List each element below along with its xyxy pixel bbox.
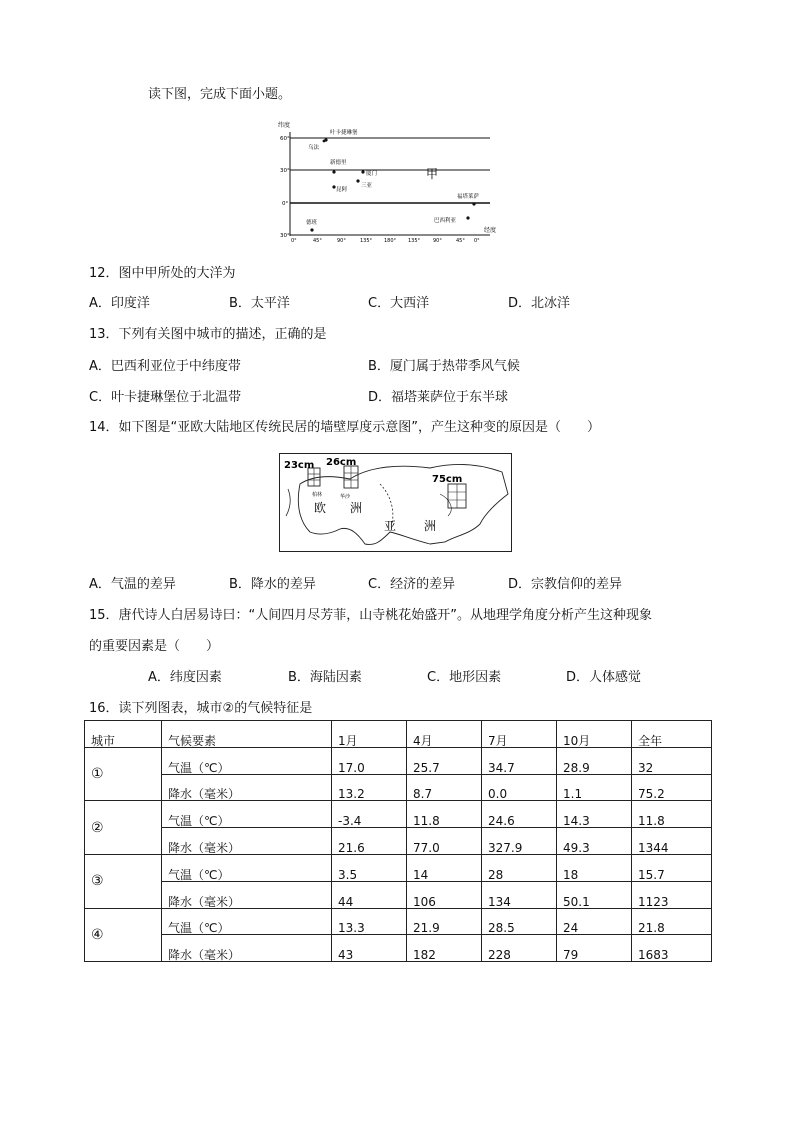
table-row [85, 854, 712, 881]
x-tick: 45° [313, 238, 322, 244]
wall-label: 23cm [284, 460, 315, 471]
table-row [85, 881, 712, 908]
table-cell: 228 [482, 935, 557, 962]
table-cell: 13.3 [332, 908, 407, 935]
table-cell: 降水（毫米） [162, 828, 332, 855]
table-cell: 降水（毫米） [162, 881, 332, 908]
table-cell: 气温（℃） [162, 801, 332, 828]
city-label: 乌法 [308, 145, 320, 151]
continent-label: 洲 [350, 501, 363, 515]
table-cell: 14 [407, 854, 482, 881]
table-cell: 24.6 [482, 801, 557, 828]
q14-option-b[interactable]: B．降水的差异 [229, 577, 316, 592]
city-label: 昆阿 [336, 187, 348, 193]
table-cell: 18 [557, 854, 632, 881]
table-row [85, 801, 712, 828]
city-label: 三亚 [361, 183, 373, 189]
table-cell: 24 [557, 908, 632, 935]
city-cell: ② [85, 801, 162, 855]
ocean-mark: 甲 [426, 167, 439, 181]
city-cell: ④ [85, 908, 162, 962]
q15-option-d[interactable]: D．人体感觉 [566, 670, 642, 685]
city-dot [323, 140, 326, 143]
table-cell: 11.8 [407, 801, 482, 828]
table-cell: 17.0 [332, 747, 407, 774]
table-cell: 1.1 [557, 774, 632, 801]
q12-option-c[interactable]: C．大西洋 [368, 296, 430, 311]
x-axis-label: 经度 [484, 227, 497, 234]
table-cell: 降水（毫米） [162, 935, 332, 962]
city-label: 德班 [306, 220, 318, 226]
city-label: 新德里 [330, 160, 347, 166]
x-tick: 0° [291, 238, 297, 244]
q12-option-a[interactable]: A．印度洋 [89, 296, 150, 311]
table-cell: 182 [407, 935, 482, 962]
x-tick: 45° [456, 238, 465, 244]
table-cell: 13.2 [332, 774, 407, 801]
table-cell: 106 [407, 881, 482, 908]
table-cell: 1123 [632, 881, 712, 908]
city-label: 厦门 [366, 171, 378, 177]
q12-stem: 12．图中甲所处的大洋为 [89, 266, 236, 281]
q14-option-c[interactable]: C．经济的差异 [368, 577, 456, 592]
table-cell: -3.4 [332, 801, 407, 828]
y-tick: 30° [280, 233, 290, 239]
table-cell: 34.7 [482, 747, 557, 774]
table-cell: 降水（毫米） [162, 774, 332, 801]
table-cell: 25.7 [407, 747, 482, 774]
table-cell: 11.8 [632, 801, 712, 828]
city-cell: ③ [85, 854, 162, 908]
table-row [85, 747, 712, 774]
table-cell: 32 [632, 747, 712, 774]
table-cell: 77.0 [407, 828, 482, 855]
table-cell: 21.6 [332, 828, 407, 855]
header-cell: 4月 [407, 721, 482, 748]
intro-text: 读下图，完成下面小题。 [148, 87, 292, 102]
table-row [85, 908, 712, 935]
x-tick: 90° [433, 238, 442, 244]
y-tick: 30° [280, 168, 290, 174]
q13-option-d[interactable]: D．福塔莱萨位于东半球 [368, 390, 509, 405]
q15-option-b[interactable]: B．海陆因素 [288, 670, 362, 685]
table-cell: 8.7 [407, 774, 482, 801]
table-cell: 21.8 [632, 908, 712, 935]
table-cell: 气温（℃） [162, 908, 332, 935]
q13-option-a[interactable]: A．巴西利亚位于中纬度带 [89, 359, 241, 374]
q15-option-a[interactable]: A．纬度因素 [148, 670, 222, 685]
q13-stem: 13．下列有关图中城市的描述，正确的是 [89, 327, 327, 342]
x-tick: 90° [337, 238, 346, 244]
continent-label: 欧 [314, 501, 327, 515]
table-cell: 28 [482, 854, 557, 881]
header-cell: 城市 [85, 721, 162, 748]
city-dot [472, 202, 475, 205]
climate-table [84, 720, 712, 962]
table-cell: 44 [332, 881, 407, 908]
table-cell: 28.9 [557, 747, 632, 774]
table-cell: 134 [482, 881, 557, 908]
table-cell: 50.1 [557, 881, 632, 908]
table-cell: 1344 [632, 828, 712, 855]
q15-stem-line1: 15．唐代诗人白居易诗曰：“人间四月尽芳菲，山寺桃花始盛开”。从地理学角度分析产生这种现象 [89, 608, 653, 623]
wall-label: 75cm [432, 474, 463, 485]
city-dot [356, 179, 359, 182]
city-dot [332, 170, 335, 173]
header-cell: 10月 [557, 721, 632, 748]
x-tick: 135° [360, 238, 373, 244]
table-cell: 75.2 [632, 774, 712, 801]
q14-option-a[interactable]: A．气温的差异 [89, 577, 176, 592]
q14-stem: 14．如下图是“亚欧大陆地区传统民居的墙壁厚度示意图”，产生这种变的原因是（ ） [89, 420, 601, 435]
table-row [85, 828, 712, 855]
table-header-row [85, 721, 712, 748]
city-dot [466, 216, 469, 219]
q13-option-b[interactable]: B．厦门属于热带季风气候 [368, 359, 520, 374]
table-cell: 28.5 [482, 908, 557, 935]
city-label: 叶卡捷琳堡 [330, 130, 358, 136]
y-tick: 60° [280, 136, 290, 142]
header-cell: 全年 [632, 721, 712, 748]
q15-option-c[interactable]: C．地形因素 [427, 670, 502, 685]
lat-long-map [278, 118, 506, 244]
table-cell: 21.9 [407, 908, 482, 935]
x-tick: 180° [384, 238, 397, 244]
wall-label: 26cm [326, 457, 357, 468]
header-cell: 气候要素 [162, 721, 332, 748]
header-cell: 7月 [482, 721, 557, 748]
table-row [85, 774, 712, 801]
y-axis-label: 纬度 [278, 122, 291, 129]
q16-stem: 16．读下列图表，城市②的气候特征是 [89, 701, 313, 716]
city-dot [361, 170, 364, 173]
table-cell: 0.0 [482, 774, 557, 801]
q12-option-b[interactable]: B．太平洋 [229, 296, 290, 311]
continent-label: 洲 [424, 519, 437, 533]
small-place-label: 华沙 [340, 494, 351, 500]
y-tick: 0° [282, 201, 289, 207]
table-cell: 气温（℃） [162, 854, 332, 881]
q13-option-c[interactable]: C．叶卡捷琳堡位于北温带 [89, 390, 242, 405]
table-cell: 14.3 [557, 801, 632, 828]
header-cell: 1月 [332, 721, 407, 748]
city-label: 福塔莱萨 [457, 194, 480, 200]
small-place-label: 柏林 [312, 492, 323, 498]
table-cell: 气温（℃） [162, 747, 332, 774]
x-tick: 135° [408, 238, 421, 244]
table-row [85, 935, 712, 962]
table-cell: 1683 [632, 935, 712, 962]
city-cell: ① [85, 747, 162, 801]
table-cell: 49.3 [557, 828, 632, 855]
table-cell: 3.5 [332, 854, 407, 881]
q12-option-d[interactable]: D．北冰洋 [508, 296, 571, 311]
q15-stem-line2: 的重要因素是（ ） [89, 639, 220, 654]
continent-label: 亚 [384, 519, 397, 533]
table-cell: 43 [332, 935, 407, 962]
table-cell: 15.7 [632, 854, 712, 881]
table-cell: 327.9 [482, 828, 557, 855]
eurasia-wall-map [279, 453, 512, 552]
city-dot [310, 228, 313, 231]
x-tick: 0° [474, 238, 480, 244]
table-cell: 79 [557, 935, 632, 962]
city-label: 巴西利亚 [434, 218, 457, 224]
q14-option-d[interactable]: D．宗教信仰的差异 [508, 577, 623, 592]
